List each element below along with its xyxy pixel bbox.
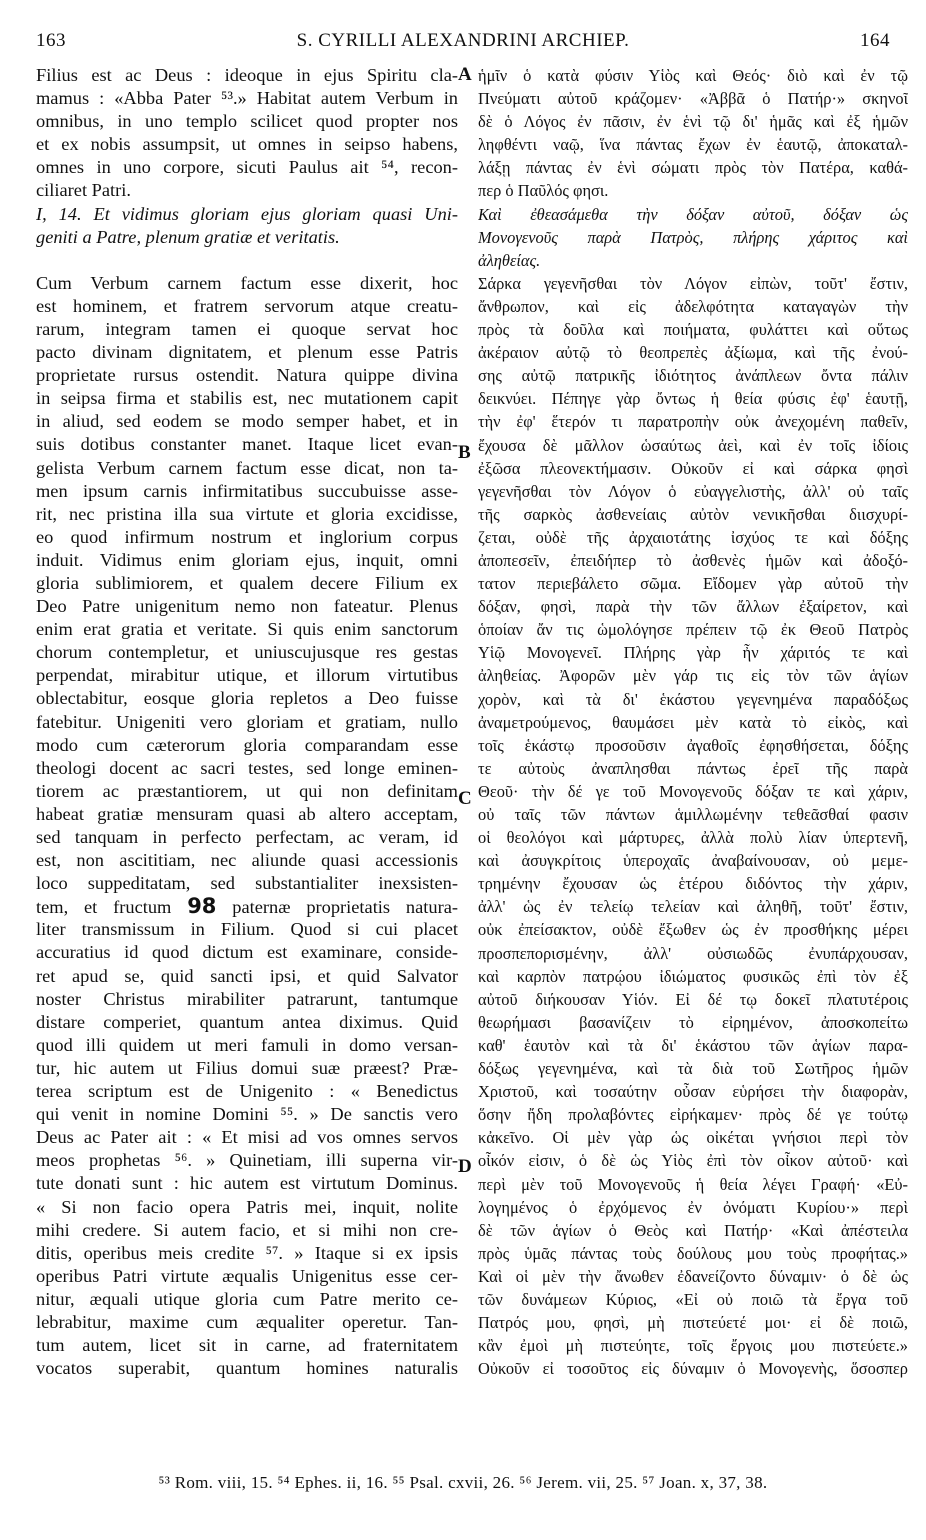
- text-line: gelista Verbum carnem factum esse dicat, non ta-: [36, 457, 458, 478]
- text-line: καθ' ἑαυτὸν καὶ τὰ δι' ἑκάστου τῶν ἁγίων παρα-: [478, 1035, 908, 1055]
- text-line: κἀκεῖνο. Οἱ μὲν γὰρ ὡς οἰκέται γνήσιοι περὶ τὸν: [478, 1128, 908, 1148]
- text-line: ἀναμετρούμενος, θαυμάσει μὲν κατὰ τὸ εἰκὸς, καὶ: [478, 712, 908, 732]
- text-line: rarum, integram tamen ei quoque servat hoc: [36, 318, 458, 339]
- text-line: ἀποπεσεῖν, ἐπειδήπερ τὸ ἀσθενὲς ἡμῶν καὶ ἀδοξό-: [478, 550, 908, 570]
- text-line: θεωρήμασι βασανίζειν τὸ εἰρημένον, ἀποσκοπείτω: [478, 1012, 908, 1032]
- latin-commentary-continued: [36, 918, 458, 1380]
- text-line: ditis, operibus meis credite ⁵⁷. » Itaque si ex ipsis: [36, 1242, 458, 1263]
- text-line: liter transmissum in Filium. Quod si cui placet: [36, 919, 458, 940]
- text-line: δόξως γεγενημένα, καὶ τὰ διὰ τοῦ Σωτῆρος ἡμῶν: [478, 1059, 908, 1079]
- text-line: induit. Vidimus enim gloriam ejus, inquit, omni: [36, 549, 458, 570]
- text-line: Deo Patre unigenitum nemo non fateatur. Plenus: [36, 596, 458, 617]
- left-page-number: 163: [36, 30, 66, 51]
- right-page-number: 164: [860, 30, 890, 51]
- text-line: γεγενῆσθαι τὸν Λόγον ὁ εὐαγγελιστὴς, ἀλλ' οὐ ταῖς: [478, 481, 908, 501]
- margin-marker-b: B: [458, 442, 471, 463]
- text-fragment: paternæ proprietatis natura-: [232, 897, 458, 918]
- text-line: terea scriptum est de Unigenito : « Benedictus: [36, 1081, 458, 1102]
- text-line: τῆς σαρκὸς ἀσθενείαις αὐτὸν νενικῆσθαι διισχυρί-: [478, 504, 908, 524]
- text-line: noster Christus mirabiliter patrarunt, tantumque: [36, 988, 458, 1009]
- text-line: λάξῃ πάντας ἐν ἑνὶ σώματι πρὸς τὸν Πατέρα, καθά-: [478, 158, 908, 178]
- text-line: distare comperiet, quantum antea diximus. Quid: [36, 1011, 458, 1032]
- text-line: τατον περιεβάλετο σῶμα. Εἴδομεν γὰρ αὐτοῦ τὴν: [478, 574, 908, 594]
- text-line: Καὶ ἐθεασάμεθα τὴν δόξαν αὐτοῦ, δόξαν ὡς: [478, 204, 908, 224]
- text-line: omnibus, in uno templo scilicet quod propter nos: [36, 111, 458, 132]
- text-line: Filius est ac Deus : ideoque in ejus Spiritu cla-: [36, 65, 458, 85]
- text-line: ἀλλ' ὡς ἐν τελείῳ τελείαν καὶ ἀληθῆ, τοῦτ' ἔστιν,: [478, 897, 908, 917]
- text-line: πρὸς ὑμᾶς πάντας τοὺς δούλους μου τοὺς προφήτας.»: [478, 1243, 908, 1263]
- text-line: περ ὁ Παῦλός φησι.: [478, 181, 609, 201]
- text-line: in seipsa firma et stabilis est, nec mutationem capit: [36, 388, 458, 409]
- text-line: modo cum cæterorum gloria comparandam esse: [36, 734, 458, 755]
- margin-marker-d: D: [458, 1156, 472, 1177]
- text-line: Deus ac Pater ait : « Et misi ad vos omnes servos: [36, 1127, 458, 1148]
- latin-commentary: [36, 272, 458, 896]
- text-line: προσπεπορισμένην, ἀλλ' οὐσιωδῶς ἐνυπάρχουσαν,: [478, 943, 908, 963]
- verse-line: I, 14. Et vidimus gloriam ejus gloriam quasi Uni-: [36, 203, 458, 224]
- text-line: « Si non facio opera Patris mei, inquit, nolite: [36, 1196, 458, 1217]
- text-line: δὲ ὁ Λόγος ἐν πᾶσιν, ἐν ἑνὶ τῷ δι' ἡμᾶς καὶ ἐξ ἡμῶν: [478, 112, 908, 132]
- text-line-98: [36, 895, 458, 918]
- text-line: men ipsum carnis infirmitatibus succubuisse asse-: [36, 480, 458, 501]
- text-line: tum autem, licet sit in carne, ad fraternitatem: [36, 1335, 458, 1356]
- column-number-98: 98: [187, 895, 217, 919]
- text-line: oblectabitur, eosque gloria repletos a Deo fuisse: [36, 688, 458, 709]
- latin-column: [36, 64, 458, 1380]
- text-line: Cum Verbum carnem factum esse dixerit, hoc: [36, 272, 458, 293]
- text-line: τρημένην ἔχουσαν ὡς ἑτέρου διδόντος τὴν χάριν,: [478, 874, 908, 894]
- text-line: Πνεύματι αὐτοῦ κράζομεν· «Ἀββᾶ ὁ Πατήρ·» σκηνοῖ: [478, 89, 908, 109]
- text-line: enim erat gratia et veritate. Si quis enim sanctorum: [36, 619, 458, 640]
- text-line: tiorem ac præstantiorem, ut qui non definitam: [36, 780, 458, 801]
- text-line: οἶκόν εἰσιν, ὁ δὲ ὡς Υἱὸς ἐπὶ τὸν οἶκον αὐτοῦ· καὶ: [478, 1151, 908, 1171]
- text-line: οὐ ταῖς τῶν πάντων ἁμιλλωμένην τεθεᾶσθαί φασιν: [478, 805, 908, 824]
- text-line: sed tanquam in perfecto perfectam, ac veram, id: [36, 827, 458, 847]
- text-line: λογημένος ὁ ἐρχόμενος ἐν ὀνόματι Κυρίου·» περὶ: [478, 1197, 908, 1217]
- text-line: vocatos superabit, quantum homines naturalis: [36, 1358, 458, 1379]
- text-line: suis dotibus constanter manet. Itaque licet evan-: [36, 434, 458, 455]
- text-fragment: tem, et fructum: [36, 897, 172, 918]
- running-title: S. CYRILLI ALEXANDRINI ARCHIEP.: [296, 30, 630, 51]
- text-line: proprietate rursus ostendit. Natura quippe divina: [36, 365, 458, 386]
- text-line: rit, nec pristina illa sua virtute et gloria excidisse,: [36, 503, 458, 524]
- text-line: qui venit in nomine Domini ⁵⁵. » De sanctis vero: [36, 1104, 458, 1125]
- text-line: κἂν ἐμοὶ μὴ πιστεύητε, τοῖς ἔργοις μου πιστεύετε.»: [478, 1336, 908, 1356]
- text-line: ἐξῶσα πλεονεκτήμασιν. Οὐκοῦν εἰ καὶ σάρκα φησὶ: [478, 458, 908, 478]
- text-line: καὶ καρπὸν πατρῴου ἰδιώματος φυσικῶς ἐπὶ τὸν ἐξ: [478, 966, 908, 986]
- greek-intro: [478, 64, 908, 203]
- text-line: nitur, æquali utique gloria cum Patre merito ce-: [36, 1288, 458, 1309]
- text-line: ὁποίαν ἄν τις ὡμολόγησε πρέπειν τῷ ἐκ Θεοῦ Πατρὸς: [478, 620, 908, 640]
- text-line: σης αὐτῷ πατρικῆς ἰδιότητος ἀνάπλεων ὄντα πάλιν: [478, 366, 908, 386]
- page-header: [36, 30, 890, 56]
- text-line: mamus : «Abba Pater ⁵³.» Habitat autem Verbum in: [36, 88, 458, 109]
- text-line: eo quod infirmum nostrum et inglorium corpus: [36, 526, 458, 547]
- text-line: meos prophetas ⁵⁶. » Quinetiam, illi superna vir-: [36, 1150, 458, 1171]
- text-line: καὶ ἀσυγκρίτοις ὑπεροχαῖς ἀναβαίνουσαν, οὐ μεμε-: [478, 851, 908, 871]
- text-line: δόξαν, φησὶ, παρὰ τὴν τῶν ἄλλων ἐξαίρετον, καὶ: [478, 597, 908, 617]
- text-line: Σάρκα γεγενῆσθαι τὸν Λόγον εἰπὼν, τοῦτ' ἔστιν,: [478, 273, 908, 293]
- text-line: Υἱῷ Μονογενεῖ. Πλήρης γὰρ ἦν χάριτός τε καὶ: [478, 643, 908, 663]
- text-line: fatebitur. Unigeniti vero gloriam et gratiam, nullo: [36, 711, 458, 732]
- text-line: mihi credere. Si autem facio, et si mihi non cre-: [36, 1219, 458, 1240]
- text-line: πρὸς τὰ δοῦλα καὶ ποιήματα, φυλάττει καὶ οὕτως: [478, 320, 908, 340]
- greek-commentary: [478, 272, 908, 1381]
- text-line: Θεοῦ· τὴν δέ γε τοῦ Μονογενοῦς δόξαν τε καὶ χάριν,: [478, 781, 908, 801]
- text-line: est hominem, et fratrem servorum atque creatu-: [36, 295, 458, 316]
- text-line: περὶ μὲν τοῦ Μονογενοῦς ἡ θεία λέγει Γραφή· «Εὐ-: [478, 1174, 908, 1194]
- text-line: loco suppeditatam, sed substantialiter inexsisten-: [36, 873, 458, 894]
- text-line: ἔχουσα δὲ μᾶλλον ὡσαύτως ἀεὶ, καὶ ἐν τοῖς ἰδίοις: [478, 435, 908, 455]
- text-line: lebrabitur, maxime cum æqualiter operetur. Tan-: [36, 1311, 458, 1332]
- text-line: ἀληθείας.: [478, 250, 541, 270]
- text-line: et ex nobis assumpsit, ut omnes in seipso habens,: [36, 134, 458, 155]
- text-line: Πατρός μου, φησὶ, μὴ πιστεύετέ μοι· εἰ δὲ ποιῶ,: [478, 1313, 908, 1333]
- text-line: tur, hic autem ut Filius domui suæ præest? Præ-: [36, 1057, 458, 1078]
- text-line: ἄνθρωπον, καὶ εἰς ἀδελφότητα καταγαγὼν τὴν: [478, 296, 908, 316]
- text-line: τε αὐτοὺς ἀναπλησθαι πάντως ἐρεῖ τῆς παρὰ: [478, 758, 908, 778]
- text-line: ὅσην ἤδη προλαβόντες εἰρήκαμεν· πρὸς δέ γε τούτῳ: [478, 1105, 908, 1125]
- text-line: Καὶ οἱ μὲν τὴν ἄνωθεν ἐδανείζοντο δύναμιν· ὁ δὲ ὡς: [478, 1266, 908, 1286]
- text-line: τὴν ἐφ' ἕτερόν τι παρατροπὴν οὐκ ἀνεχομένη παθεῖν,: [478, 412, 908, 432]
- text-line: ζεται, οὐδὲ τῆς ἀρχαιοτάτης ἰσχύος τε καὶ δόξης: [478, 527, 908, 547]
- text-line: quod illi quidem ut meri famuli in domo versan-: [36, 1034, 458, 1055]
- text-line: ληφθέντι ναῷ, ἵνα πάντας ἔχων ἐν ἑαυτῷ, ἀποκαταλ-: [478, 135, 908, 155]
- latin-verse: [36, 203, 458, 249]
- latin-intro: [36, 64, 458, 203]
- text-line: Οὐκοῦν εἰ τοσοῦτος εἰς δύναμιν ὁ Μονογενὴς, ὅσοσπερ: [478, 1359, 908, 1379]
- text-line: chorum contempletur, et uniuscujusque res gestas: [36, 642, 458, 663]
- text-line: Χριστοῦ, καὶ τοσαύτην οὖσαν εὑρήσει τὴν διαφορὰν,: [478, 1082, 908, 1102]
- text-line: χορὸν, καὶ τὰ δι' ἑκάστου γεγενημένα παραδόξως: [478, 689, 908, 709]
- text-line: οὐκ ἐπείσακτον, οὐδὲ ἔξωθεν ὡς ἐν προσθήκης μέρει: [478, 920, 908, 940]
- text-line: habeat gratiæ mensuram quasi ab altero acceptam,: [36, 803, 458, 824]
- text-line: δεικνύει. Πέπηγε γὰρ ὄντως ἡ θεία φύσις ἐφ' ἑαυτῇ,: [478, 389, 908, 409]
- text-line: αὐτοῦ διήκουσαν Υἱόν. Εἰ δέ τῳ δοκεῖ πλατυτέροις: [478, 989, 908, 1009]
- text-line: tute donati sunt : hic autem est virtutum Dominus.: [36, 1173, 458, 1194]
- margin-marker-c: C: [458, 788, 472, 809]
- text-line: ret apud se, quid sancti ipsi, et quid Salvator: [36, 965, 458, 986]
- text-line: οἱ θεολόγοι καὶ μάρτυρες, ἀλλὰ πολὺ λίαν ὑπερτενῆ,: [478, 828, 908, 848]
- margin-marker-a: A: [458, 64, 472, 85]
- greek-verse: [478, 203, 908, 272]
- text-line: in aliud, sed eodem se modo semper habet, et in: [36, 411, 458, 432]
- text-line: Μονογενοῦς παρὰ Πατρὸς, πλήρης χάριτος καὶ: [478, 227, 908, 247]
- footnotes: ⁵³ Rom. viii, 15. ⁵⁴ Ephes. ii, 16. ⁵⁵ Psal. cxvii, 26. ⁵⁶ Jerem. vii, 25. ⁵⁷ Joan. x, 37, 38.: [158, 1473, 768, 1492]
- text-line: ἀκέραιον αὐτῷ τὸ θεοπρεπὲς ἀξίωμα, καὶ τῆς ἐνού-: [478, 343, 908, 363]
- text-line: τοῖς ἑκάστῳ προσοῦσιν ἀγαθοῖς ἐφησθήσεται, δόξης: [478, 735, 908, 755]
- text-line: ἀληθείας. Ἀφορῶν μὲν γάρ τις εἰς τὸν τῶν ἁγίων: [478, 666, 908, 686]
- text-line: accuratius id quod dictum est examinare, conside-: [36, 942, 458, 963]
- text-line: theologi docent ac sacri testes, sed longe eminen-: [36, 757, 458, 778]
- text-line: δὲ τῶν ἁγίων ὁ Θεὸς καὶ Πατήρ· «Καὶ ἀπέστειλα: [478, 1220, 908, 1240]
- text-line: ἡμῖν ὁ κατὰ φύσιν Υἱὸς καὶ Θεός· διὸ καὶ ἐν τῷ: [478, 66, 908, 85]
- verse-line: geniti a Patre, plenum gratiæ et veritatis.: [36, 226, 340, 247]
- text-line: operibus Patri virtute æqualis Unigenitus esse cer-: [36, 1265, 458, 1286]
- text-line: gloria sublimiorem, et qualem decere Filium ex: [36, 572, 458, 593]
- text-line: perpendat, mirabitur utique, et illorum virtutibus: [36, 665, 458, 686]
- text-line: pacto divinam dignitatem, et plenum esse Patris: [36, 342, 458, 363]
- text-line: est, non ascititiam, nec aliunde quasi accessionis: [36, 850, 458, 871]
- text-line: omnes in uno corpore, sicuti Paulus ait ⁵⁴, recon-: [36, 157, 458, 178]
- text-line: τῶν δυνάμεων Κύριος, «Εἰ οὐ ποιῶ τὰ ἔργα τοῦ: [478, 1289, 908, 1309]
- greek-column: [478, 64, 908, 1380]
- text-line: ciliaret Patri.: [36, 180, 131, 201]
